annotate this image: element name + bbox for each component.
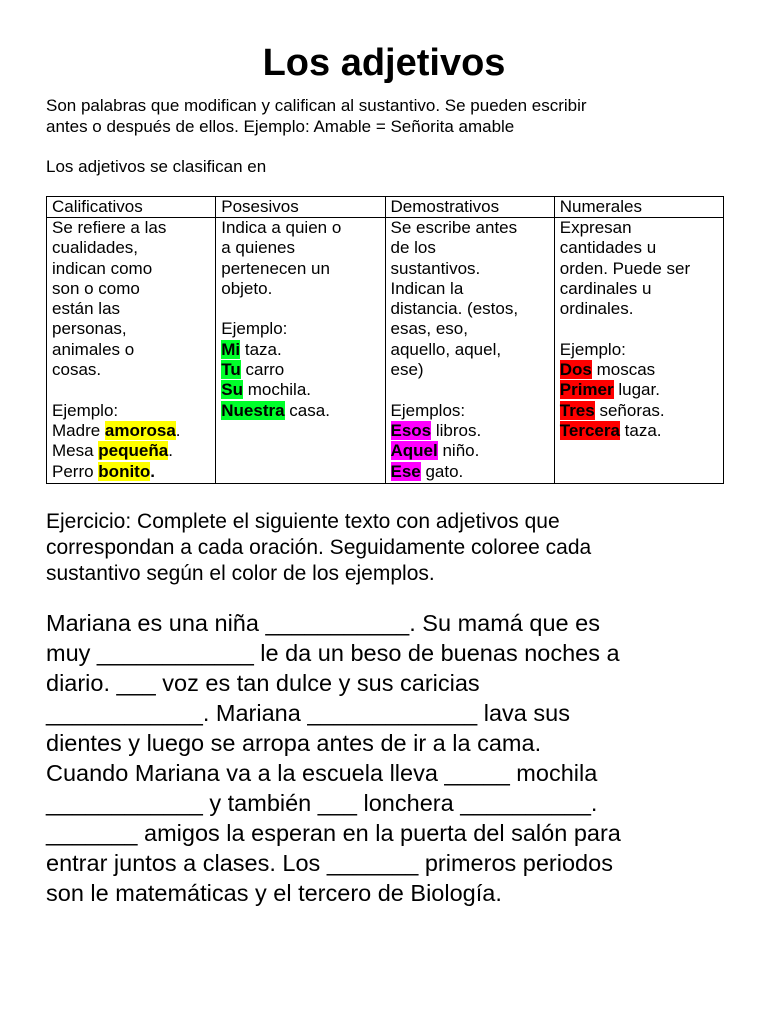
example-label: Ejemplo: <box>52 400 119 420</box>
desc-line: esas, eso, <box>390 319 468 339</box>
example-label: Ejemplo: <box>221 319 288 339</box>
cell-demostrativos <box>385 218 554 484</box>
example-line: Esos libros. <box>390 420 482 440</box>
example-line: Tercera taza. <box>559 420 662 440</box>
story-line: Mariana es una niña ___________. Su mamá que es <box>46 610 600 636</box>
example-line: Aquel niño. <box>390 441 480 461</box>
desc-line: Indican la <box>390 278 464 298</box>
desc-line: aquello, aquel, <box>390 339 502 359</box>
desc-line: pertenecen un <box>221 258 330 278</box>
highlighted-adjective: bonito <box>98 461 151 481</box>
intro-paragraph <box>46 95 736 137</box>
example-line: Nuestra casa. <box>221 400 330 420</box>
desc-line: son o como <box>52 278 140 298</box>
highlighted-adjective: Mi <box>221 339 241 359</box>
example-line: Madre amorosa. <box>52 420 181 440</box>
cell-posesivos <box>216 218 385 484</box>
highlighted-adjective: amorosa <box>104 420 176 440</box>
story-line: diario. ___ voz es tan dulce y sus caricias <box>46 670 480 696</box>
example-line: Ese gato. <box>390 461 464 481</box>
header-demostrativos: Demostrativos <box>385 197 554 218</box>
highlighted-adjective: Esos <box>390 420 432 440</box>
example-line: Mi taza. <box>221 339 282 359</box>
story-line: Cuando Mariana va a la escuela lleva _____ mochila <box>46 760 598 786</box>
desc-line: Se refiere a las <box>52 218 167 237</box>
desc-line: cardinales u <box>559 278 652 298</box>
exercise-line: correspondan a cada oración. Seguidamente coloree cada <box>46 536 592 559</box>
example-line: Tu carro <box>221 360 285 380</box>
example-line: Tres señoras. <box>559 400 665 420</box>
desc-line: objeto. <box>221 278 273 298</box>
cell-calificativos <box>47 218 216 484</box>
highlighted-adjective: pequeña <box>98 441 169 461</box>
highlighted-adjective: Tres <box>559 400 595 420</box>
desc-line: animales o <box>52 339 135 359</box>
story-line: muy ____________ le da un beso de buenas noches a <box>46 640 620 666</box>
highlighted-adjective: Primer <box>559 380 614 400</box>
example-line: Primer lugar. <box>559 380 660 400</box>
example-line: Perro bonito. <box>52 461 155 481</box>
story-line: son le matemáticas y el tercero de Biología. <box>46 880 502 906</box>
desc-line: a quienes <box>221 238 295 258</box>
desc-line: ese) <box>390 360 424 380</box>
desc-line: cualidades, <box>52 238 139 258</box>
highlighted-adjective: Ese <box>390 461 421 481</box>
highlighted-adjective: Dos <box>559 360 592 380</box>
desc-line: están las <box>52 299 121 319</box>
desc-line: cosas. <box>52 360 102 380</box>
cell-numerales <box>554 218 723 484</box>
example-label: Ejemplo: <box>559 339 626 359</box>
exercise-instructions <box>46 509 736 587</box>
story-line: entrar juntos a clases. Los _______ primeros periodos <box>46 850 613 876</box>
header-numerales: Numerales <box>554 197 723 218</box>
intro-line: Son palabras que modifican y califican al sustantivo. Se pueden escribir <box>46 96 587 115</box>
exercise-line: Ejercicio: Complete el siguiente texto con adjetivos que <box>46 510 560 533</box>
highlighted-adjective: Nuestra <box>221 400 285 420</box>
page-title: Los adjetivos <box>262 42 506 84</box>
table-row <box>47 218 724 484</box>
desc-line: distancia. (estos, <box>390 299 519 319</box>
desc-line: de los <box>390 238 436 258</box>
desc-line: Se escribe antes <box>390 218 518 237</box>
example-line: Su mochila. <box>221 380 312 400</box>
highlighted-adjective: Tercera <box>559 420 620 440</box>
story-line: _______ amigos la esperan en la puerta del salón para <box>46 820 621 846</box>
example-line: Mesa pequeña. <box>52 441 173 461</box>
desc-line: Expresan <box>559 218 632 237</box>
story-line: ____________. Mariana _____________ lava sus <box>46 700 570 726</box>
story-line: dientes y luego se arropa antes de ir a la cama. <box>46 730 542 756</box>
highlighted-adjective: Su <box>221 380 243 400</box>
classification-lead: Los adjetivos se clasifican en <box>46 157 267 176</box>
desc-line: orden. Puede ser <box>559 258 691 278</box>
intro-line: antes o después de ellos. Ejemplo: Amable = Señorita amable <box>46 117 515 136</box>
highlighted-adjective: Tu <box>221 360 241 380</box>
example-line: Dos moscas <box>559 360 656 380</box>
highlighted-adjective: Aquel <box>390 441 438 461</box>
header-posesivos: Posesivos <box>216 197 385 218</box>
story-fill-in-text <box>46 608 746 908</box>
desc-line: ordinales. <box>559 299 634 319</box>
adjective-types-table <box>46 196 724 484</box>
header-calificativos: Calificativos <box>47 197 216 218</box>
desc-line: cantidades u <box>559 238 657 258</box>
table-header-row <box>47 197 724 218</box>
example-label: Ejemplos: <box>390 400 466 420</box>
desc-line: sustantivos. <box>390 258 481 278</box>
desc-line: Indica a quien o <box>221 218 342 237</box>
story-line: ____________ y también ___ lonchera __________. <box>46 790 598 816</box>
exercise-line: sustantivo según el color de los ejemplos. <box>46 562 435 585</box>
desc-line: personas, <box>52 319 127 339</box>
desc-line: indican como <box>52 258 153 278</box>
